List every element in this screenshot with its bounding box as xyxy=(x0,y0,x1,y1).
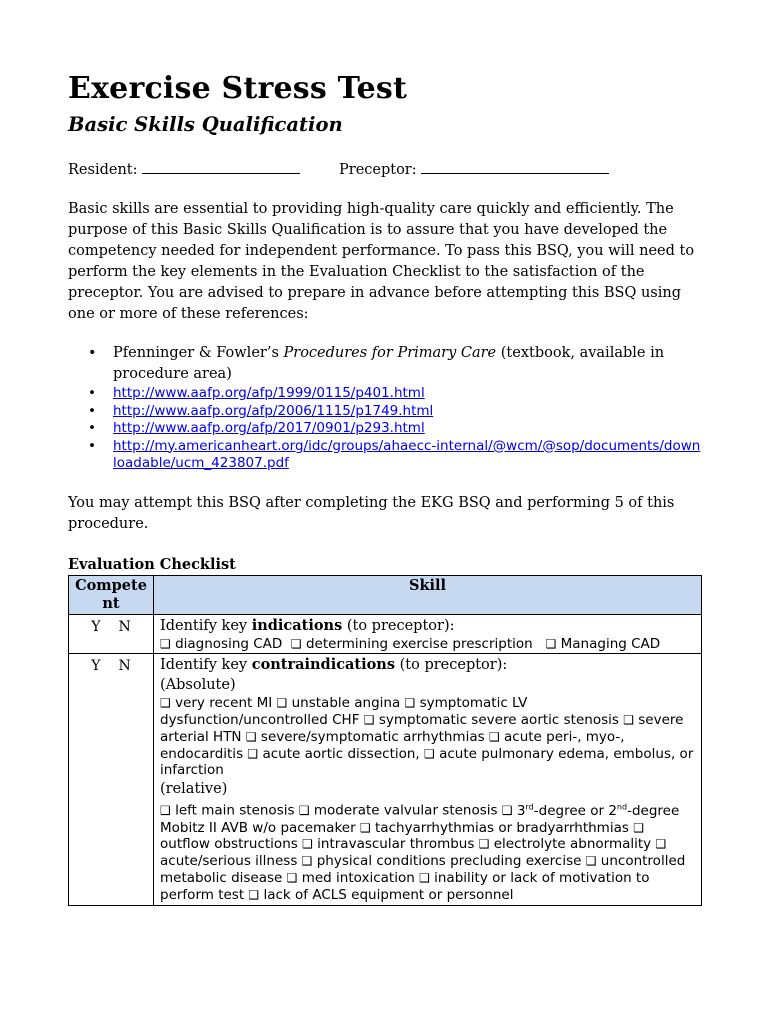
reference-link xyxy=(68,403,702,421)
avb-third: 3 xyxy=(516,802,526,819)
table-header-row xyxy=(69,575,702,614)
skill-cell xyxy=(154,614,702,654)
bullet-icon: • xyxy=(88,437,96,454)
skill-heading xyxy=(160,655,697,675)
skill-header: Skill xyxy=(154,575,702,614)
skill-keyword: contraindications xyxy=(251,656,396,674)
reference-book xyxy=(68,343,702,385)
checkbox-icon[interactable]: ❑ xyxy=(298,803,310,818)
checkbox-icon[interactable]: ❑ xyxy=(160,803,171,818)
avb-nd-sup: nd xyxy=(616,802,628,812)
reference-link-1[interactable]: http://www.aafp.org/afp/1999/0115/p401.html xyxy=(113,385,425,401)
checklist-item: determining exercise prescription xyxy=(305,635,533,652)
checkbox-icon[interactable]: ❑ xyxy=(478,837,490,852)
resident-blank[interactable] xyxy=(142,159,300,174)
checkbox-icon[interactable]: ❑ xyxy=(276,696,288,711)
reference-link-4[interactable]: http://my.americanheart.org/idc/groups/ahaecc-internal/@wcm/@sop/documents/downloadable/ucm_423807.pdf xyxy=(113,437,701,471)
prerequisite-text: You may attempt this BSQ after completing the EKG BSQ and performing 5 of this procedure. xyxy=(68,494,675,532)
avb-rd-sup: rd xyxy=(525,802,534,812)
page-title: Exercise Stress Test xyxy=(68,71,408,106)
checklist-item: unstable angina xyxy=(291,695,401,712)
bullet-icon: • xyxy=(88,402,96,419)
skill-keyword: indications xyxy=(251,616,343,634)
references-list xyxy=(68,343,702,473)
signature-row xyxy=(68,159,702,181)
resident-field xyxy=(68,159,300,178)
checklist-item: diagnosing CAD xyxy=(175,635,283,652)
checkbox-icon[interactable]: ❑ xyxy=(286,870,298,885)
checklist-item: moderate valvular stenosis xyxy=(313,802,498,819)
no-option[interactable]: N xyxy=(118,618,131,635)
checkbox-icon[interactable]: ❑ xyxy=(655,837,667,852)
checkbox-icon[interactable]: ❑ xyxy=(160,636,171,651)
book-prefix: Pfenninger & Fowler’s xyxy=(113,345,284,361)
checkbox-icon[interactable]: ❑ xyxy=(245,729,257,744)
bullet-icon: • xyxy=(88,385,96,401)
reference-link xyxy=(68,420,702,438)
checklist-item: symptomatic severe aortic stenosis xyxy=(378,712,619,729)
bullet-icon: • xyxy=(88,345,97,361)
bullet-icon: • xyxy=(88,420,96,436)
competent-cell xyxy=(69,654,154,905)
skill-suffix: (to preceptor): xyxy=(342,617,455,634)
checkbox-icon[interactable]: ❑ xyxy=(424,746,435,761)
absolute-list xyxy=(160,695,697,779)
checklist-item: symptomatic LV dysfunction/uncontrolled CHF xyxy=(160,695,528,729)
checklist-item: acute peri-, myo-, endocarditis xyxy=(160,728,625,762)
checklist-item: very recent MI xyxy=(175,695,273,712)
checklist-item: outflow obstructions xyxy=(160,836,298,853)
reference-link-3[interactable]: http://www.aafp.org/afp/2017/0901/p293.html xyxy=(113,420,425,436)
preceptor-field xyxy=(339,159,609,178)
skill-prefix: Identify key xyxy=(160,617,252,634)
checkbox-icon[interactable]: ❑ xyxy=(290,636,302,651)
skill-suffix: (to preceptor): xyxy=(395,657,508,674)
checkbox-icon[interactable]: ❑ xyxy=(248,887,260,902)
checklist-item: lack of ACLS equipment or personnel xyxy=(263,886,514,903)
checkbox-icon[interactable]: ❑ xyxy=(363,713,375,728)
skill-prefix: Identify key xyxy=(160,657,252,674)
relative-list xyxy=(160,799,697,903)
checkbox-icon[interactable]: ❑ xyxy=(633,820,644,835)
table-row xyxy=(69,654,702,905)
evaluation-checklist-table xyxy=(68,575,702,906)
yes-option[interactable]: Y xyxy=(91,618,101,635)
competent-header: Competent xyxy=(69,575,154,614)
document-page xyxy=(68,70,702,906)
checkbox-icon[interactable]: ❑ xyxy=(302,837,313,852)
checkbox-icon[interactable]: ❑ xyxy=(160,696,171,711)
checklist-item: physical conditions precluding exercise xyxy=(316,853,582,870)
competent-cell xyxy=(69,614,154,654)
no-option[interactable]: N xyxy=(118,658,131,675)
checkbox-icon[interactable]: ❑ xyxy=(419,870,430,885)
intro-paragraph: Basic skills are essential to providing high-quality care quickly and efficiently. The purpose of this Basic Skills Qualification is to assure that you have developed the competency needed for independent performance. To pass this BSQ, you will need to perform the key elements in the Evaluation Checklist to the satisfaction of the preceptor. You are advised to prepare in advance before attempting this BSQ using one or more of these references: xyxy=(68,201,695,322)
indications-list xyxy=(160,636,697,653)
checklist-item: intravascular thrombus xyxy=(317,836,475,853)
absolute-label: (Absolute) xyxy=(160,677,236,694)
checkbox-icon[interactable]: ❑ xyxy=(585,854,597,869)
checklist-item: med intoxication xyxy=(301,869,415,886)
reference-link xyxy=(68,438,702,473)
skill-cell xyxy=(154,654,702,905)
checkbox-icon[interactable]: ❑ xyxy=(301,854,313,869)
page-subtitle: Basic Skills Qualification xyxy=(68,113,343,136)
checkbox-icon[interactable]: ❑ xyxy=(623,713,634,728)
checkbox-icon[interactable]: ❑ xyxy=(488,729,500,744)
checkbox-icon[interactable]: ❑ xyxy=(501,803,513,818)
reference-link xyxy=(68,385,702,403)
avb-mid: -degree or 2 xyxy=(533,802,617,819)
checklist-item: acute pulmonary edema, embolus, or infarction xyxy=(160,745,694,779)
checklist-title: Evaluation Checklist xyxy=(68,555,236,573)
skill-heading xyxy=(160,616,697,636)
checklist-item: tachyarrhythmias or bradyarrhthmias xyxy=(375,819,629,836)
checklist-item: electrolyte abnormality xyxy=(493,836,652,853)
checklist-item: left main stenosis xyxy=(175,802,295,819)
preceptor-label: Preceptor: xyxy=(339,162,417,178)
checklist-item: severe arterial HTN xyxy=(160,712,684,745)
checklist-item: acute aortic dissection, xyxy=(262,745,420,762)
resident-label: Resident: xyxy=(68,162,138,178)
checklist-item: severe/symptomatic arrhythmias xyxy=(260,728,485,745)
relative-label: (relative) xyxy=(160,781,228,798)
checkbox-icon[interactable]: ❑ xyxy=(247,746,259,761)
checklist-item: uncontrolled metabolic disease xyxy=(160,853,686,886)
checkbox-icon[interactable]: ❑ xyxy=(359,820,371,835)
checkbox-icon[interactable]: ❑ xyxy=(404,696,416,711)
book-suffix: (textbook, available in procedure area) xyxy=(113,345,665,382)
checkbox-icon[interactable]: ❑ xyxy=(545,636,557,651)
checklist-item: inability or lack of motivation to perform test xyxy=(160,869,650,903)
preceptor-blank[interactable] xyxy=(421,159,609,174)
table-row xyxy=(69,614,702,654)
checklist-item: Managing CAD xyxy=(560,635,661,652)
avb-rest: -degree Mobitz II AVB w/o pacemaker xyxy=(160,802,680,836)
checklist-item: acute/serious illness xyxy=(160,853,298,870)
book-title: Procedures for Primary Care xyxy=(283,345,497,361)
yes-option[interactable]: Y xyxy=(91,658,101,675)
reference-link-2[interactable]: http://www.aafp.org/afp/2006/1115/p1749.html xyxy=(113,402,434,419)
